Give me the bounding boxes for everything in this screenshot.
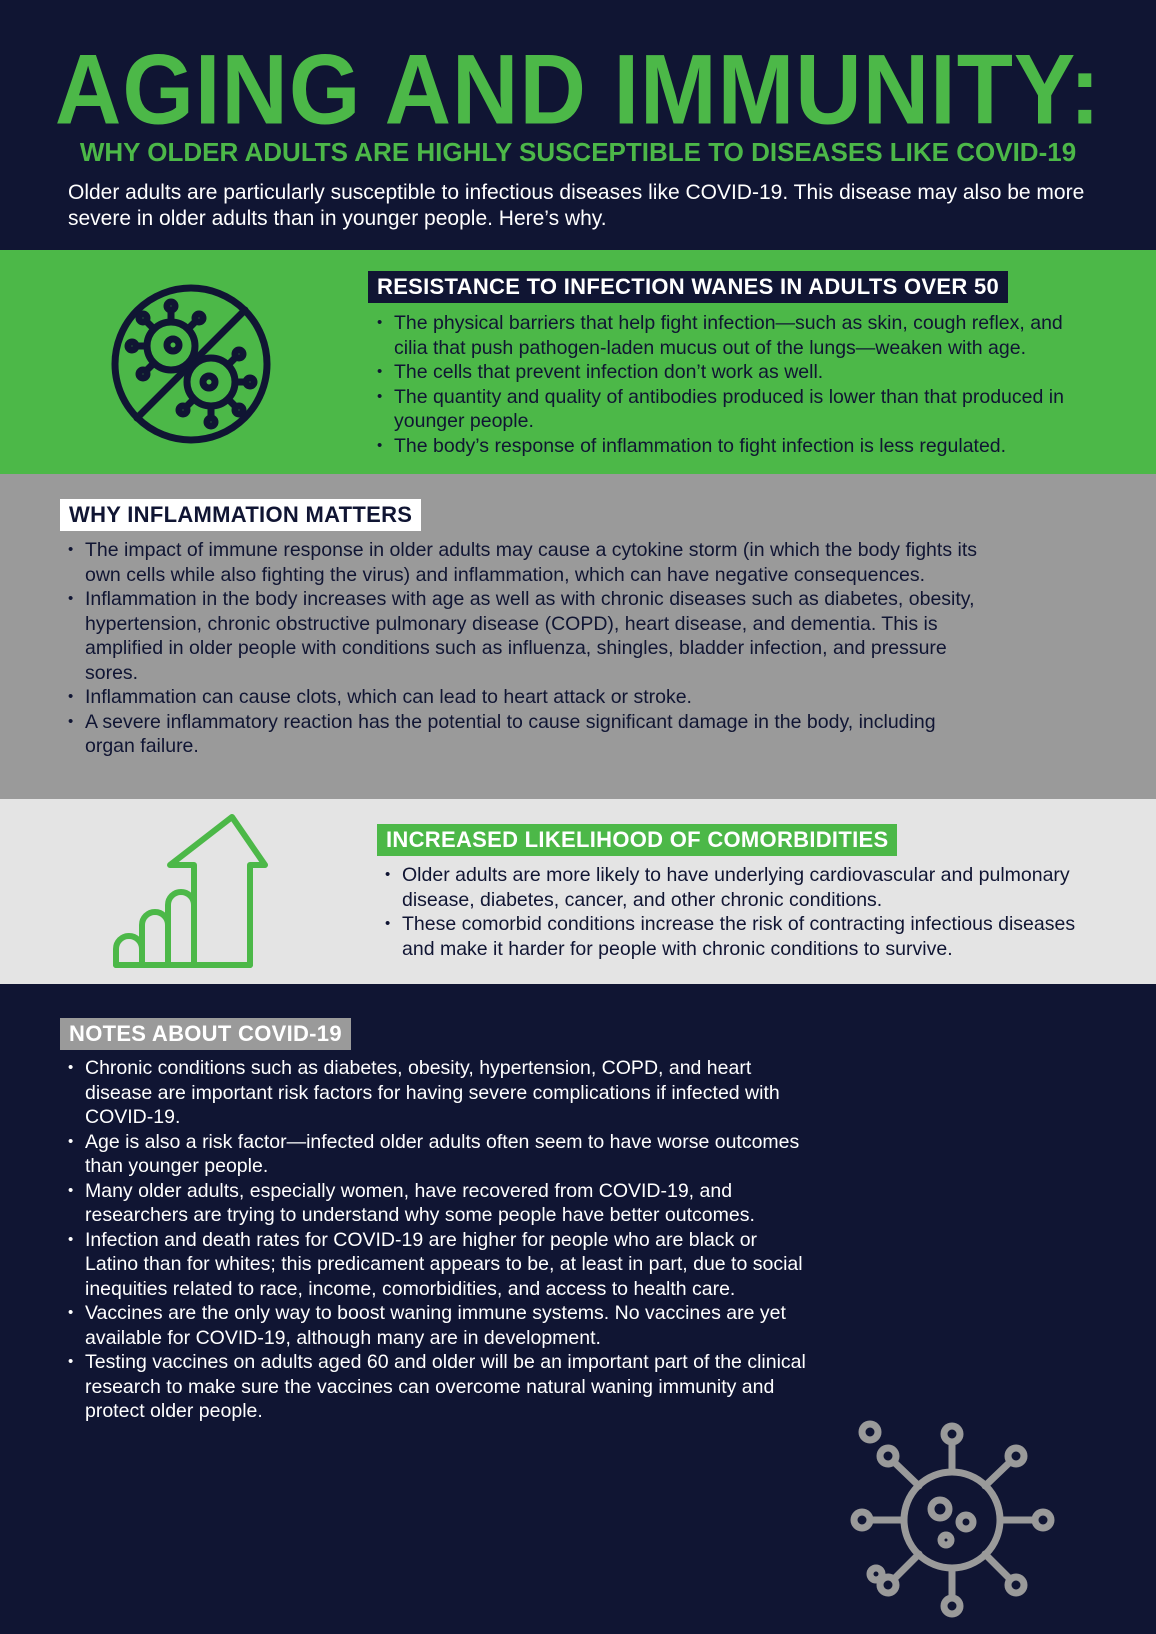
page-subtitle: WHY OLDER ADULTS ARE HIGHLY SUSCEPTIBLE TO DISEASES LIKE COVID-19 <box>79 137 1077 167</box>
list-item: • These comorbid conditions increase the risk of contracting infectious diseases and make it harder for people with chronic conditions to survive. <box>385 912 1105 961</box>
inflammation-section <box>0 474 1156 799</box>
list-item: • The body’s response of inflammation to fight infection is less regulated. <box>377 434 1097 459</box>
notes-heading: NOTES ABOUT COVID-19 <box>60 1018 351 1050</box>
inflammation-heading: WHY INFLAMMATION MATTERS <box>60 499 421 531</box>
virus-icon <box>840 1414 1070 1634</box>
page-title: AGING AND IMMUNITY: <box>54 34 1102 146</box>
resistance-heading: RESISTANCE TO INFECTION WANES IN ADULTS OVER 50 <box>368 271 1008 303</box>
comorbidities-heading: INCREASED LIKELIHOOD OF COMORBIDITIES <box>377 824 897 856</box>
list-item: • Infection and death rates for COVID-19 are higher for people who are black or Latino than for whites; this predicament appears to be, at least in part, due to social inequities related to race, income, comorbidities, and access to health care. <box>68 1228 808 1302</box>
list-item: • Older adults are more likely to have underlying cardiovascular and pulmonary disease, diabetes, cancer, and other chronic conditions. <box>385 863 1105 912</box>
list-item: • The physical barriers that help fight infection—such as skin, cough reflex, and cilia that push pathogen-laden mucus out of the lungs—weaken with age. <box>377 311 1097 360</box>
resistance-section <box>0 250 1156 474</box>
notes-list <box>68 1056 808 1424</box>
comorbidities-section <box>0 799 1156 984</box>
list-item: • A severe inflammatory reaction has the potential to cause significant damage in the body, including organ failure. <box>68 710 978 759</box>
list-item: • Age is also a risk factor—infected older adults often seem to have worse outcomes than younger people. <box>68 1130 808 1179</box>
list-item: • The quantity and quality of antibodies produced is lower than that produced in younger people. <box>377 385 1097 434</box>
intro-text: Older adults are particularly susceptible to infectious diseases like COVID-19. This disease may also be more severe in older adults than in younger people. Here’s why. <box>68 181 1085 230</box>
list-item: • The impact of immune response in older adults may cause a cytokine storm (in which the body fights its own cells while also fighting the virus) and inflammation, which can have negative consequences. <box>68 538 978 587</box>
list-item: • Inflammation in the body increases with age as well as with chronic diseases such as diabetes, obesity, hypertension, chronic obstructive pulmonary disease (COPD), heart disease, and dementia. This is amplified in older people with conditions such as influenza, shingles, bladder infection, and pressure sores. <box>68 587 978 685</box>
list-item: • Chronic conditions such as diabetes, obesity, hypertension, COPD, and heart disease are important risk factors for having severe complications if infected with COVID-19. <box>68 1056 808 1130</box>
inflammation-list <box>68 538 978 759</box>
no-virus-icon <box>96 278 286 450</box>
list-item: • The cells that prevent infection don’t work as well. <box>377 360 1097 385</box>
notes-section <box>0 984 1156 1496</box>
comorbidities-list <box>385 863 1105 961</box>
resistance-list <box>377 311 1097 458</box>
header-section <box>0 0 1156 250</box>
list-item: • Vaccines are the only way to boost waning immune systems. No vaccines are yet available for COVID-19, although many are in development. <box>68 1301 808 1350</box>
list-item: • Many older adults, especially women, have recovered from COVID-19, and researchers are trying to understand why some people have better outcomes. <box>68 1179 808 1228</box>
list-item: • Inflammation can cause clots, which can lead to heart attack or stroke. <box>68 685 978 710</box>
rising-chart-arrow-icon <box>110 813 275 973</box>
list-item: • Testing vaccines on adults aged 60 and older will be an important part of the clinical research to make sure the vaccines can overcome natural waning immunity and protect older people. <box>68 1350 808 1424</box>
